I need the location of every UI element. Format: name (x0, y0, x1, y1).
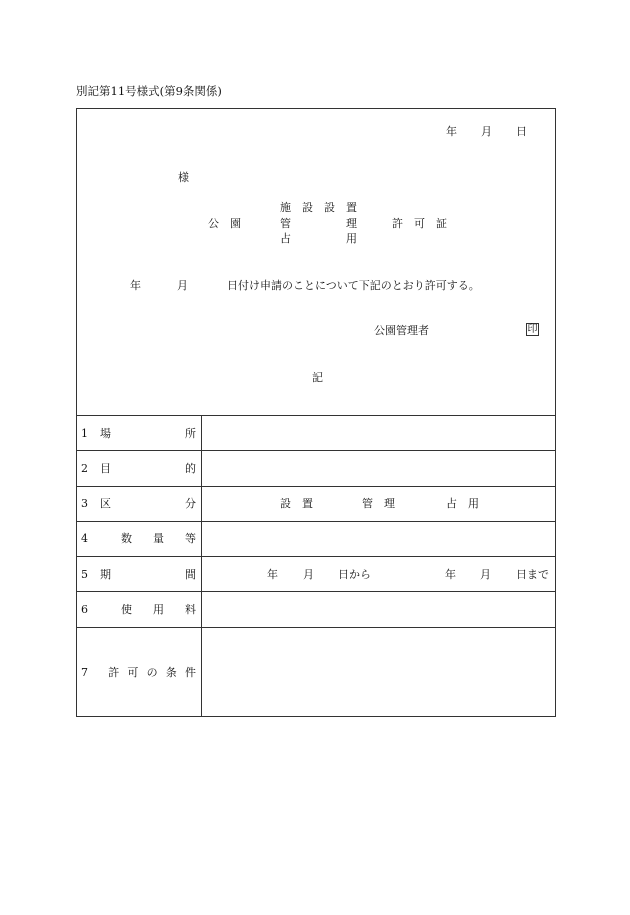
form-number: 別記第11号様式(第9条関係) (76, 84, 222, 98)
option-management: 管 理 (362, 497, 395, 510)
permit-form-frame (76, 108, 556, 717)
label-char: 料 (185, 603, 196, 616)
label-char: 等 (185, 532, 196, 545)
label-char: 5 (81, 568, 88, 581)
seal-mark: 印 (527, 323, 538, 335)
label-char: 用 (153, 603, 164, 616)
statement-year: 年 (130, 279, 141, 292)
period-from-day: 日から (338, 568, 371, 581)
title-license: 許 可 証 (392, 217, 447, 230)
seal-box (526, 323, 539, 336)
label-char: 7 (81, 666, 88, 679)
row-divider (76, 415, 556, 416)
row-divider (76, 450, 556, 451)
period-to-year: 年 (445, 568, 456, 581)
title-park: 公 園 (208, 217, 241, 230)
column-divider (201, 415, 202, 717)
ki-heading: 記 (312, 371, 323, 384)
statement-month: 月 (177, 279, 188, 292)
date-year: 年 (446, 125, 457, 138)
row-label-fee (81, 604, 196, 615)
label-char: 件 (184, 666, 196, 679)
label-char: 3 (81, 497, 88, 510)
row-divider (76, 486, 556, 487)
label-char: 許 (108, 666, 120, 679)
label-char: 目 (100, 462, 111, 475)
title-bottom-left: 占 (280, 232, 291, 245)
label-char: 可 (127, 666, 139, 679)
label-char: 使 (121, 603, 132, 616)
label-char: 条 (165, 666, 177, 679)
addressee-suffix: 様 (178, 171, 189, 184)
row-divider (76, 556, 556, 557)
label-char: 期 (100, 568, 111, 581)
title-mid-left: 管 (280, 217, 291, 230)
row-divider (76, 591, 556, 592)
row-divider (76, 627, 556, 628)
row-label-period (81, 569, 196, 580)
label-char: 間 (185, 568, 196, 581)
label-char: 6 (81, 603, 88, 616)
date-day: 日 (516, 125, 527, 138)
label-char: 4 (81, 532, 88, 545)
row-label-quantity (81, 533, 196, 544)
period-to-day: 日まで (516, 568, 549, 581)
date-month: 月 (481, 125, 492, 138)
label-char: 所 (185, 427, 196, 440)
label-char: 量 (153, 532, 164, 545)
row-label-location (81, 428, 196, 439)
title-mid-right: 理 (346, 217, 357, 230)
row-label-category (81, 498, 196, 509)
period-to-month: 月 (480, 568, 491, 581)
label-char: 数 (121, 532, 132, 545)
period-from-year: 年 (267, 568, 278, 581)
period-from-month: 月 (303, 568, 314, 581)
row-divider (76, 521, 556, 522)
label-char: の (146, 666, 158, 679)
title-top-2: 設 (302, 201, 313, 214)
option-installation: 設 置 (280, 497, 313, 510)
title-top-3: 設 (324, 201, 335, 214)
title-bottom-right: 用 (346, 232, 357, 245)
label-char: 場 (100, 427, 111, 440)
label-char: 区 (100, 497, 111, 510)
issuer-label: 公園管理者 (374, 324, 429, 337)
title-top-1: 施 (280, 201, 291, 214)
label-char: 1 (81, 427, 88, 440)
statement-body: 日付け申請のことについて下記のとおり許可する。 (227, 279, 480, 292)
label-char: 的 (185, 462, 196, 475)
row-label-purpose (81, 463, 196, 474)
row-label-conditions (81, 667, 196, 678)
label-char: 2 (81, 462, 88, 475)
label-char: 分 (185, 497, 196, 510)
option-occupancy: 占 用 (446, 497, 479, 510)
title-top-4: 置 (346, 201, 357, 214)
